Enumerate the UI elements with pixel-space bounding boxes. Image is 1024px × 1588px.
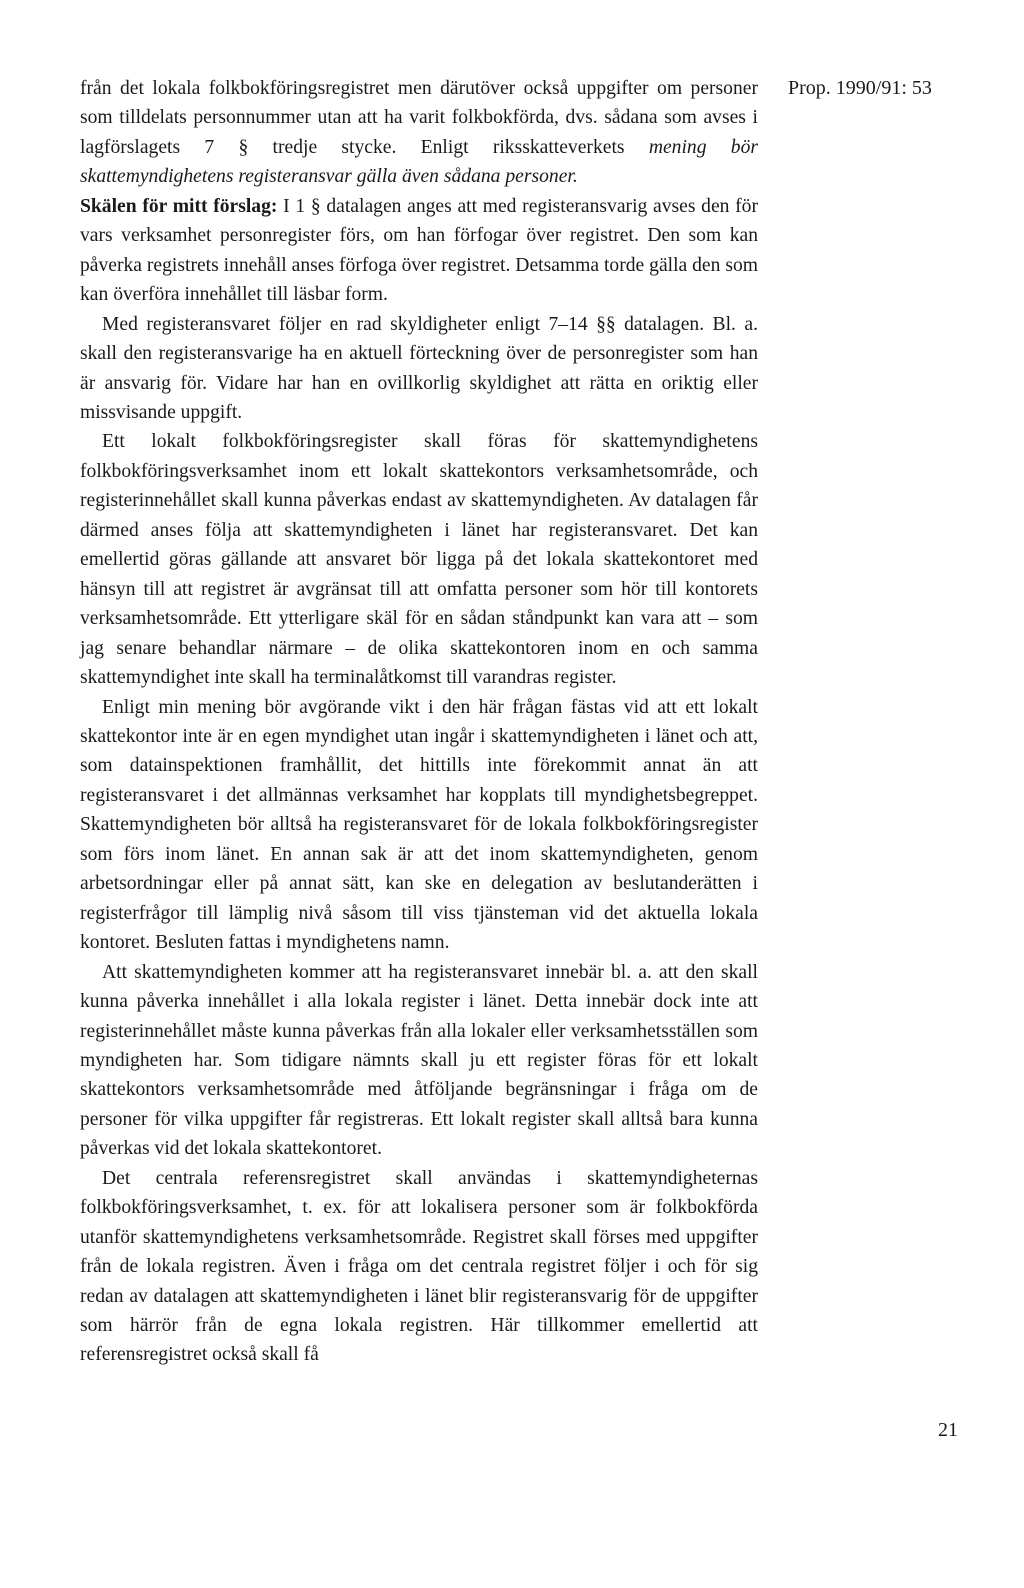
paragraph-7: Det centrala referensregistret skall användas i skattemyndigheternas folkbokföringsverksamhet, t. ex. för att lokalisera personer som är folkbokförda utanför skattemyndighetens verksamhetsområde. Registret skall förses med uppgifter från de lokala registren. Även i fråga om det centrala registret följer i och för sig redan av datalagen att skattemyndigheten i länet blir registeransvarig för de uppgifter som härrör från de egna lokala registren. Här tillkommer emellertid att referensregistret också skall få [80, 1167, 758, 1366]
paragraph-1-text: från det lokala folkbokföringsregistret men därutöver också uppgifter om personer som tilldelats personnummer utan att ha varit folkbokförda, dvs. sådana som avses i lagförslagets 7 § tredje stycke. Enligt riksskatteverkets [80, 78, 758, 158]
paragraph-2 [80, 192, 758, 310]
paragraph-6: Att skattemyndigheten kommer att ha registeransvaret innebär bl. a. att den skall kunna påverka innehållet i alla lokala register i länet. Detta innebär dock inte att registerinnehållet måste kunna påverkas från alla lokaler eller verksamhetsställen som myndigheten har. Som tidigare nämnts skall ju ett register föras för ett lokalt skattekontors verksamhetsområde med åtföljande begränsningar i fråga om de personer för vilka uppgifter får registreras. Ett lokalt register skall alltså bara kunna påverkas vid det lokala skattekontoret. [80, 961, 758, 1160]
body-text [80, 74, 758, 1370]
paragraph-4: Ett lokalt folkbokföringsregister skall föras för skattemyndighetens folkbokföringsverksamhet inom ett lokalt skattekontors verksamhetsområde, och registerinnehållet skall kunna påverkas endast av skattemyndigheten. Av datalagen får därmed anses följa att skattemyndigheten i länet har registeransvaret. Det kan emellertid göras gällande att ansvaret bör ligga på det lokala skattekontoret med hänsyn till att registret är avgränsat till att omfatta personer som hör till kontorets verksamhetsområde. Ett ytterligare skäl för en sådan ståndpunkt kan vara att – som jag senare behandlar närmare – de olika skattekontoren inom en och samma skattemyndighet inte skall ha terminalåtkomst till varandras register. [80, 431, 758, 689]
paragraph-2-heading: Skälen för mitt förslag: [80, 195, 278, 217]
paragraph-3: Med registeransvaret följer en rad skyldigheter enligt 7–14 §§ datalagen. Bl. a. skall den registeransvarige ha en aktuell förteckning över de personregister som han är ansvarig för. Vidare har han en ovillkorlig skyldighet att rätta en oriktig eller missvisande uppgift. [80, 313, 758, 423]
page-number: 21 [938, 1419, 958, 1441]
paragraph-1 [80, 74, 758, 192]
paragraph-2-text: I 1 § datalagen anges att med registeransvarig avses den för vars verksamhet personregister förs, om han förfogar över registret. Den som kan påverka registrets innehåll anses förfoga över registret. Detsamma torde gälla den som kan överföra innehållet till läsbar form. [80, 195, 758, 306]
paragraph-1-italic-text: mening bör skattemyndighetens registeransvar gälla även sådana personer. [80, 136, 758, 188]
paragraph-5: Enligt min mening bör avgörande vikt i den här frågan fästas vid att ett lokalt skattekontor inte är en egen myndighet utan ingår i skattemyndigheten i länet och att, som datainspektionen framhållit, det hittills inte förekommit annat än att registeransvaret i det allmännas verksamhet har kopplats till myndighetsbegreppet. Skattemyndigheten bör alltså ha registeransvaret för de lokala folkbokföringsregister som förs inom länet. En annan sak är att det inom skattemyndigheten, genom arbetsordningar eller på annat sätt, kan ske en delegation av beslutanderätten i registerfrågor till lämplig nivå såsom till viss tjänsteman vid det aktuella lokala kontoret. Besluten fattas i myndighetens namn. [80, 696, 758, 954]
proposition-reference: Prop. 1990/91: 53 [788, 77, 932, 99]
